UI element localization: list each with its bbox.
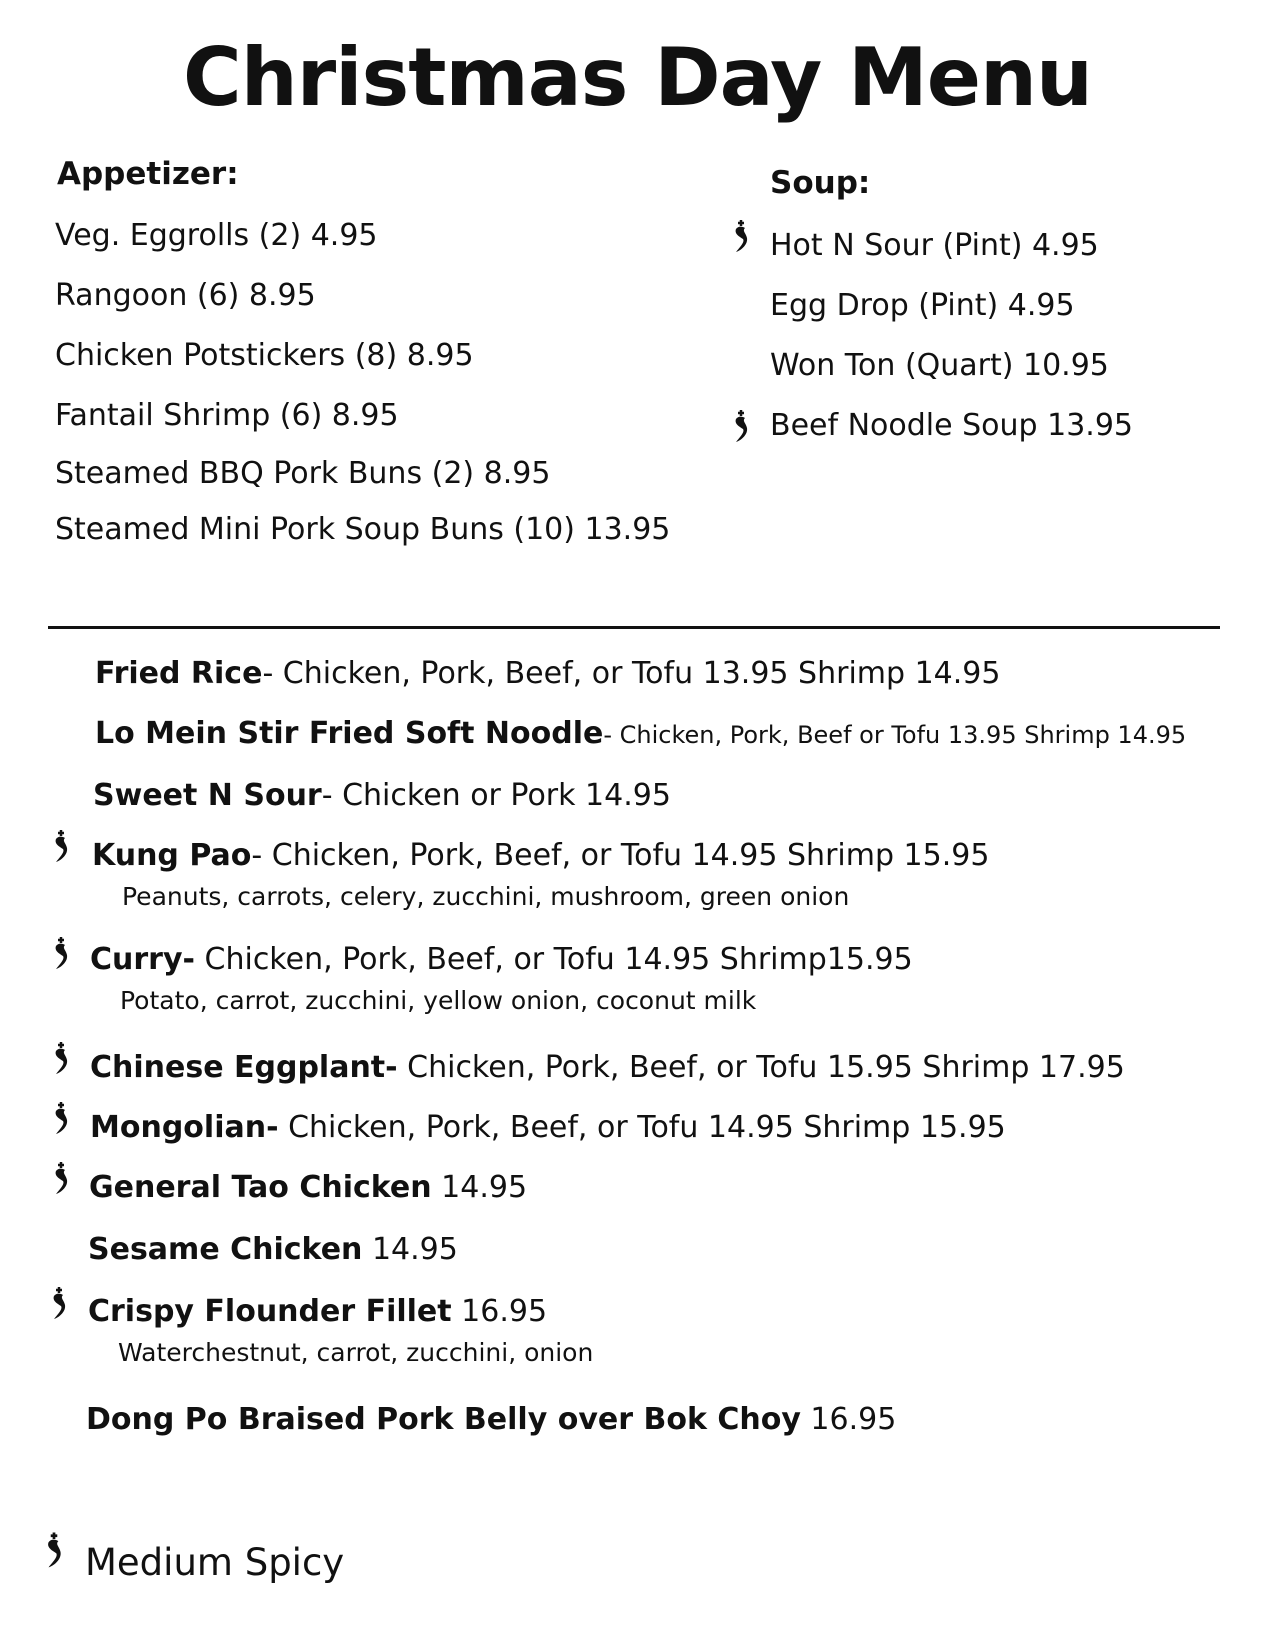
entree-name: Sesame Chicken [88, 1232, 363, 1267]
entree-description: Potato, carrot, zucchini, yellow onion, coconut milk [120, 986, 757, 1015]
entree-description: Peanuts, carrots, celery, zucchini, mushroom, green onion [122, 882, 850, 911]
entree-name: Curry- [90, 942, 195, 977]
soup-item: Egg Drop (Pint) 4.95 [770, 288, 1075, 323]
entree-item [89, 1168, 527, 1208]
entree-detail: 16.95 [800, 1402, 897, 1437]
appetizer-item: Steamed BBQ Pork Buns (2) 8.95 [55, 456, 551, 491]
appetizer-item: Steamed Mini Pork Soup Buns (10) 13.95 [55, 512, 671, 547]
entree-name: Lo Mein Stir Fried Soft Noodle [95, 716, 604, 751]
pepper-icon [50, 1100, 72, 1138]
soup-item: Hot N Sour (Pint) 4.95 [770, 228, 1099, 263]
entree-detail: Chicken, Pork, Beef, or Tofu 14.95 Shrimp15.95 [194, 942, 913, 977]
entree-item [88, 1230, 458, 1270]
pepper-icon [730, 218, 752, 256]
entree-name: Crispy Flounder Fillet [88, 1294, 452, 1329]
appetizer-heading: Appetizer: [57, 156, 239, 192]
entree-item [88, 1292, 593, 1370]
entree-detail: 14.95 [431, 1170, 528, 1205]
entree-item [90, 940, 913, 1018]
pepper-icon [42, 1530, 66, 1572]
soup-heading: Soup: [770, 165, 871, 201]
entree-name: Dong Po Braised Pork Belly over Bok Choy [86, 1402, 801, 1437]
pepper-icon [730, 408, 752, 446]
pepper-icon [50, 1040, 72, 1078]
entree-detail: Chicken, Pork, Beef, or Tofu 14.95 Shrimp 15.95 [278, 1110, 1006, 1145]
pepper-icon [50, 935, 72, 973]
entree-name: Chinese Eggplant- [90, 1050, 398, 1085]
entree-item [90, 1108, 1006, 1148]
appetizer-item: Veg. Eggrolls (2) 4.95 [55, 218, 378, 253]
page-title: Christmas Day Menu [183, 31, 1092, 124]
entree-description: Waterchestnut, carrot, zucchini, onion [118, 1338, 594, 1367]
appetizer-item: Chicken Potstickers (8) 8.95 [55, 338, 474, 373]
entree-name: Fried Rice [95, 656, 263, 691]
entree-item [93, 776, 671, 816]
entree-name: General Tao Chicken [89, 1170, 432, 1205]
entree-detail: Chicken, Pork, Beef, or Tofu 15.95 Shrimp 17.95 [397, 1050, 1125, 1085]
pepper-icon [48, 1285, 70, 1323]
entree-item [92, 836, 989, 914]
entree-name: Kung Pao [92, 838, 252, 873]
soup-item: Beef Noodle Soup 13.95 [770, 408, 1133, 443]
soup-item: Won Ton (Quart) 10.95 [770, 348, 1109, 383]
entree-item [95, 714, 1186, 755]
pepper-icon [50, 1160, 72, 1198]
entree-detail: - Chicken or Pork 14.95 [321, 778, 671, 813]
appetizer-item: Fantail Shrimp (6) 8.95 [55, 398, 399, 433]
appetizer-item: Rangoon (6) 8.95 [55, 278, 316, 313]
legend-label: Medium Spicy [85, 1541, 345, 1584]
entree-name: Sweet N Sour [93, 778, 322, 813]
section-divider [48, 626, 1220, 629]
entree-name: Mongolian- [90, 1110, 279, 1145]
entree-item [95, 654, 1000, 694]
pepper-icon [50, 828, 72, 866]
entree-detail: - Chicken, Pork, Beef or Tofu 13.95 Shrimp 14.95 [603, 721, 1187, 749]
entree-detail: - Chicken, Pork, Beef, or Tofu 13.95 Shrimp 14.95 [262, 656, 1001, 691]
entree-item [86, 1400, 896, 1440]
entree-detail: 14.95 [362, 1232, 458, 1267]
entree-detail: 16.95 [451, 1294, 548, 1329]
entree-item [90, 1048, 1125, 1088]
entree-detail: - Chicken, Pork, Beef, or Tofu 14.95 Shrimp 15.95 [251, 838, 990, 873]
